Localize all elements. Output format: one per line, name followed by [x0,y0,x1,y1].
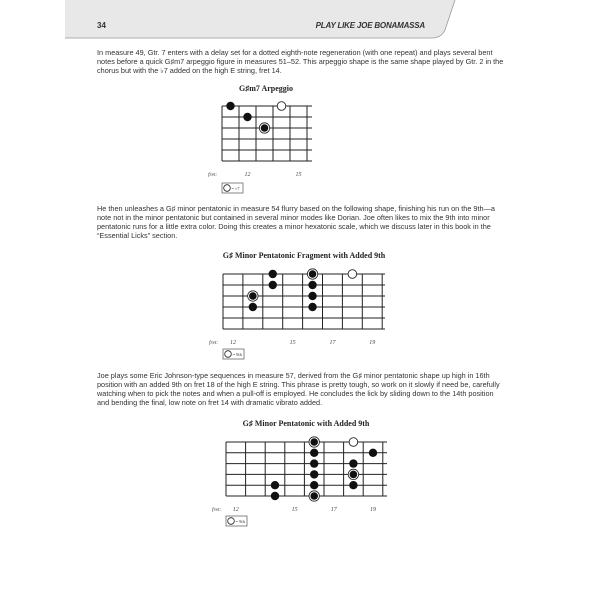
root-note-dot [249,292,257,300]
note-dot [308,303,316,311]
paragraph-1: In measure 49, Gtr. 7 enters with a delay set for a dotted eighth-note regeneration (with one repeat) and plays several bent notes before a quick G♯m7 arpeggio figure in measures 51–52. This arpeggio shape is the same shape played by Gtr. 2 in the chorus but with the ♭7 added on the high E string, fret 14. [97,48,504,75]
note-dot [271,481,279,489]
note-dot [349,459,357,467]
diagram-title-2: G♯ Minor Pentatonic Fragment with Added 9th [222,251,386,260]
fret-label: fret: [212,507,222,513]
paragraph-3: Joe plays some Eric Johnson-type sequences in measure 57, derived from the G♯ minor pentatonic shape up high in 16th position with an added 9th on fret 18 of the high E string. This phrase is pretty tough, so work on it slowly if need be, carefully watching when to pick the notes and when a pull-off is employed. He concludes the lick by sliding down to the 14th position and bending the final, low note on fret 14 with dramatic vibrato added. [97,371,500,407]
fret-number: 12 [232,507,239,513]
note-dot [349,481,357,489]
root-note-dot [310,492,318,500]
note-dot [308,281,316,289]
ninth-note-dot [277,102,286,111]
note-dot [269,281,277,289]
legend-open-circle-icon [224,185,231,192]
fret-number: 15 [289,340,296,346]
diagram-title-3: G♯ Minor Pentatonic with Added 9th [242,419,370,428]
diagram-title-1: G♯m7 Arpeggio [239,84,293,93]
note-dot [310,449,318,457]
fret-label: fret: [209,340,219,346]
fret-number: 19 [370,507,376,513]
note-dot [310,470,318,478]
note-dot [310,459,318,467]
fret-number: 17 [329,340,336,346]
note-dot [369,449,377,457]
note-dot [308,292,316,300]
root-note-dot [350,471,358,479]
fret-number: 12 [244,172,251,178]
root-note-dot [309,270,317,278]
note-dot [243,113,251,121]
note-dot [269,270,277,278]
note-dot [249,303,257,311]
fret-number: 19 [369,340,376,346]
legend-open-circle-icon [228,518,235,525]
fret-number: 15 [291,507,298,513]
fret-number: 15 [295,172,302,178]
legend-text: = 9th [235,519,245,524]
note-dot [271,492,279,500]
page-number: 34 [97,21,106,30]
paragraph-2: He then unleashes a G♯ minor pentatonic in measure 54 flurry based on the following shape, finishing his run on the 9th—a note not in the minor pentatonic but contained in several minor modes like Dorian. Joe often likes to mix the 9th into minor pentatonic runs for a little extra color. Doing this creates a minor hexatonic scale, which we discuss later in this book in the “Essential Licks” section. [97,204,495,240]
ninth-note-dot [348,270,357,279]
legend-open-circle-icon [225,351,232,358]
book-title: PLAY LIKE JOE BONAMASSA [315,21,425,30]
fret-number: 17 [330,507,337,513]
legend-text: = 9th [232,352,242,357]
root-note-dot [261,124,269,132]
legend-text: = ♭7 [231,186,240,191]
fret-number: 12 [229,340,236,346]
fret-label: fret: [208,172,218,178]
ninth-note-dot [349,438,358,447]
root-note-dot [310,438,318,446]
note-dot [226,102,234,110]
note-dot [310,481,318,489]
